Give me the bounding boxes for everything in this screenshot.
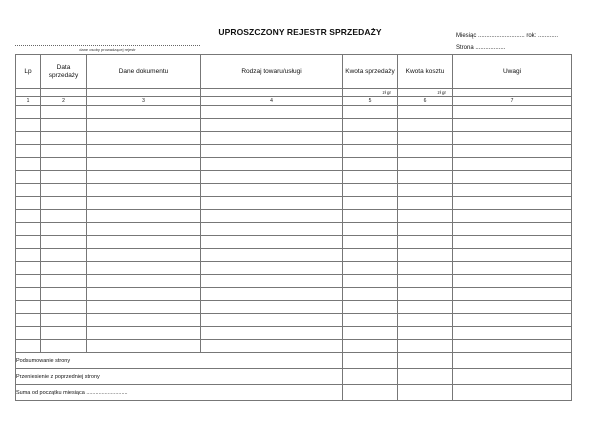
- entry-cell[interactable]: [453, 119, 572, 132]
- entry-row: [16, 197, 572, 210]
- entry-cell[interactable]: [343, 340, 398, 353]
- entry-cell[interactable]: [398, 301, 453, 314]
- entry-cell[interactable]: [453, 340, 572, 353]
- header-row: [16, 55, 572, 89]
- entry-cell[interactable]: [343, 314, 398, 327]
- entry-row: [16, 145, 572, 158]
- entry-row: [16, 262, 572, 275]
- entry-cell[interactable]: [201, 106, 343, 119]
- unit-cost-amount: zł gr: [398, 89, 453, 97]
- entry-cell[interactable]: [16, 262, 41, 275]
- summary-cell[interactable]: [453, 369, 572, 385]
- entry-cell[interactable]: [398, 327, 453, 340]
- entry-rows: [16, 106, 572, 353]
- entry-cell[interactable]: [87, 223, 201, 236]
- entry-cell[interactable]: [343, 171, 398, 184]
- entry-cell[interactable]: [201, 314, 343, 327]
- entry-cell[interactable]: [41, 184, 87, 197]
- entry-cell[interactable]: [16, 236, 41, 249]
- entry-cell[interactable]: [453, 236, 572, 249]
- header-lp: Lp: [16, 55, 41, 89]
- entry-cell[interactable]: [343, 288, 398, 301]
- entry-cell[interactable]: [453, 275, 572, 288]
- entry-cell[interactable]: [398, 262, 453, 275]
- owner-signature-line: [15, 45, 200, 46]
- entry-cell[interactable]: [398, 158, 453, 171]
- entry-cell[interactable]: [201, 327, 343, 340]
- entry-cell[interactable]: [398, 210, 453, 223]
- entry-cell[interactable]: [41, 262, 87, 275]
- entry-row: [16, 106, 572, 119]
- entry-cell[interactable]: [453, 314, 572, 327]
- entry-cell[interactable]: [343, 184, 398, 197]
- entry-cell[interactable]: [16, 145, 41, 158]
- entry-cell[interactable]: [398, 314, 453, 327]
- owner-caption: dane osoby prowadzącej rejestr: [79, 47, 136, 52]
- summary-carried-over: Przeniesienie z poprzedniej strony: [16, 369, 343, 385]
- entry-cell[interactable]: [41, 132, 87, 145]
- entry-cell[interactable]: [453, 171, 572, 184]
- entry-cell[interactable]: [41, 236, 87, 249]
- entry-cell[interactable]: [453, 145, 572, 158]
- unit-row: [16, 89, 572, 97]
- unit-sale-amount: zł gr: [343, 89, 398, 97]
- entry-cell[interactable]: [343, 249, 398, 262]
- header-goods-type: Rodzaj towaru/usługi: [201, 55, 343, 89]
- summary-row-month: [16, 385, 572, 401]
- entry-cell[interactable]: [87, 249, 201, 262]
- entry-cell[interactable]: [201, 288, 343, 301]
- col-number: 3: [87, 97, 201, 106]
- col-number: 2: [41, 97, 87, 106]
- summary-month-total: Suma od początku miesiąca ...........................: [16, 385, 343, 401]
- entry-cell[interactable]: [398, 132, 453, 145]
- entry-cell[interactable]: [398, 249, 453, 262]
- entry-cell[interactable]: [41, 288, 87, 301]
- summary-page-total: Podsumowanie strony: [16, 353, 343, 369]
- entry-cell[interactable]: [201, 119, 343, 132]
- entry-cell[interactable]: [343, 275, 398, 288]
- header-document-data: Dane dokumentu: [87, 55, 201, 89]
- form-title: UPROSZCZONY REJESTR SPRZEDAŻY: [218, 27, 382, 37]
- entry-cell[interactable]: [201, 249, 343, 262]
- page-number-field: Strona ..................: [456, 45, 506, 51]
- entry-cell[interactable]: [41, 275, 87, 288]
- entry-row: [16, 158, 572, 171]
- entry-cell[interactable]: [87, 171, 201, 184]
- entry-cell[interactable]: [201, 262, 343, 275]
- entry-cell[interactable]: [398, 275, 453, 288]
- col-number: 4: [201, 97, 343, 106]
- entry-cell[interactable]: [16, 288, 41, 301]
- entry-cell[interactable]: [87, 301, 201, 314]
- entry-cell[interactable]: [453, 262, 572, 275]
- entry-cell[interactable]: [453, 184, 572, 197]
- entry-cell[interactable]: [41, 197, 87, 210]
- sales-register-table: [15, 54, 572, 401]
- entry-cell[interactable]: [87, 145, 201, 158]
- entry-cell[interactable]: [16, 340, 41, 353]
- entry-cell[interactable]: [453, 210, 572, 223]
- entry-cell[interactable]: [453, 249, 572, 262]
- entry-cell[interactable]: [87, 327, 201, 340]
- entry-row: [16, 132, 572, 145]
- entry-cell[interactable]: [87, 288, 201, 301]
- entry-cell[interactable]: [343, 132, 398, 145]
- entry-row: [16, 288, 572, 301]
- summary-cell[interactable]: [398, 385, 453, 401]
- entry-cell[interactable]: [16, 275, 41, 288]
- entry-row: [16, 223, 572, 236]
- entry-cell[interactable]: [398, 288, 453, 301]
- entry-cell[interactable]: [343, 262, 398, 275]
- entry-cell[interactable]: [16, 197, 41, 210]
- entry-cell[interactable]: [87, 210, 201, 223]
- entry-cell[interactable]: [41, 119, 87, 132]
- entry-cell[interactable]: [87, 106, 201, 119]
- header-sale-amount: Kwota sprzedaży: [343, 55, 398, 89]
- entry-cell[interactable]: [201, 171, 343, 184]
- entry-cell[interactable]: [201, 301, 343, 314]
- entry-row: [16, 184, 572, 197]
- entry-cell[interactable]: [453, 288, 572, 301]
- entry-cell[interactable]: [87, 340, 201, 353]
- entry-row: [16, 314, 572, 327]
- entry-row: [16, 340, 572, 353]
- entry-cell[interactable]: [398, 106, 453, 119]
- entry-cell[interactable]: [343, 158, 398, 171]
- entry-cell[interactable]: [41, 145, 87, 158]
- entry-cell[interactable]: [343, 119, 398, 132]
- entry-cell[interactable]: [201, 132, 343, 145]
- entry-cell[interactable]: [453, 327, 572, 340]
- entry-cell[interactable]: [398, 340, 453, 353]
- entry-cell[interactable]: [201, 275, 343, 288]
- entry-cell[interactable]: [201, 158, 343, 171]
- entry-cell[interactable]: [201, 145, 343, 158]
- entry-cell[interactable]: [398, 236, 453, 249]
- entry-cell[interactable]: [201, 223, 343, 236]
- entry-cell[interactable]: [453, 301, 572, 314]
- entry-cell[interactable]: [201, 184, 343, 197]
- entry-cell[interactable]: [343, 236, 398, 249]
- entry-cell[interactable]: [201, 340, 343, 353]
- entry-cell[interactable]: [16, 249, 41, 262]
- entry-cell[interactable]: [16, 132, 41, 145]
- summary-cell[interactable]: [398, 369, 453, 385]
- entry-cell[interactable]: [398, 145, 453, 158]
- entry-cell[interactable]: [398, 171, 453, 184]
- entry-row: [16, 236, 572, 249]
- entry-cell[interactable]: [87, 132, 201, 145]
- entry-cell[interactable]: [343, 301, 398, 314]
- entry-cell[interactable]: [343, 197, 398, 210]
- entry-cell[interactable]: [41, 223, 87, 236]
- entry-cell[interactable]: [16, 171, 41, 184]
- entry-cell[interactable]: [453, 132, 572, 145]
- summary-cell[interactable]: [343, 385, 398, 401]
- entry-cell[interactable]: [343, 210, 398, 223]
- entry-cell[interactable]: [87, 197, 201, 210]
- header-cost-amount: Kwota kosztu: [398, 55, 453, 89]
- entry-cell[interactable]: [41, 158, 87, 171]
- entry-cell[interactable]: [398, 184, 453, 197]
- entry-cell[interactable]: [16, 184, 41, 197]
- summary-cell[interactable]: [453, 353, 572, 369]
- entry-row: [16, 210, 572, 223]
- entry-cell[interactable]: [16, 314, 41, 327]
- summary-cell[interactable]: [453, 385, 572, 401]
- entry-cell[interactable]: [41, 171, 87, 184]
- entry-cell[interactable]: [16, 301, 41, 314]
- entry-row: [16, 119, 572, 132]
- entry-cell[interactable]: [398, 223, 453, 236]
- entry-row: [16, 171, 572, 184]
- entry-cell[interactable]: [16, 106, 41, 119]
- column-number-row: [16, 97, 572, 106]
- entry-cell[interactable]: [453, 106, 572, 119]
- summary-cell[interactable]: [398, 353, 453, 369]
- entry-cell[interactable]: [16, 158, 41, 171]
- entry-cell[interactable]: [343, 106, 398, 119]
- entry-cell[interactable]: [343, 327, 398, 340]
- entry-cell[interactable]: [201, 197, 343, 210]
- entry-cell[interactable]: [87, 262, 201, 275]
- entry-cell[interactable]: [453, 158, 572, 171]
- entry-cell[interactable]: [453, 223, 572, 236]
- col-number: 6: [398, 97, 453, 106]
- entry-cell[interactable]: [16, 327, 41, 340]
- entry-cell[interactable]: [41, 210, 87, 223]
- entry-row: [16, 327, 572, 340]
- col-number: 7: [453, 97, 572, 106]
- entry-row: [16, 249, 572, 262]
- col-number: 1: [16, 97, 41, 106]
- entry-cell[interactable]: [87, 236, 201, 249]
- entry-cell[interactable]: [16, 223, 41, 236]
- entry-cell[interactable]: [398, 119, 453, 132]
- header-remarks: Uwagi: [453, 55, 572, 89]
- entry-cell[interactable]: [453, 197, 572, 210]
- entry-cell[interactable]: [87, 184, 201, 197]
- entry-cell[interactable]: [201, 210, 343, 223]
- entry-cell[interactable]: [41, 327, 87, 340]
- entry-cell[interactable]: [16, 210, 41, 223]
- entry-cell[interactable]: [41, 301, 87, 314]
- entry-cell[interactable]: [201, 236, 343, 249]
- header-sale-date: Data sprzedaży: [41, 55, 87, 89]
- entry-cell[interactable]: [343, 145, 398, 158]
- summary-cell[interactable]: [343, 353, 398, 369]
- entry-cell[interactable]: [398, 197, 453, 210]
- summary-row-carried: [16, 369, 572, 385]
- entry-cell[interactable]: [41, 249, 87, 262]
- entry-cell[interactable]: [87, 158, 201, 171]
- entry-row: [16, 275, 572, 288]
- entry-cell[interactable]: [41, 314, 87, 327]
- summary-cell[interactable]: [343, 369, 398, 385]
- entry-cell[interactable]: [343, 223, 398, 236]
- entry-cell[interactable]: [87, 275, 201, 288]
- col-number: 5: [343, 97, 398, 106]
- entry-cell[interactable]: [41, 106, 87, 119]
- entry-cell[interactable]: [41, 340, 87, 353]
- entry-cell[interactable]: [87, 314, 201, 327]
- summary-row-page: [16, 353, 572, 369]
- entry-row: [16, 301, 572, 314]
- entry-cell[interactable]: [16, 119, 41, 132]
- entry-cell[interactable]: [87, 119, 201, 132]
- month-year-field: Miesiąc ............................ rok: ............: [456, 33, 559, 39]
